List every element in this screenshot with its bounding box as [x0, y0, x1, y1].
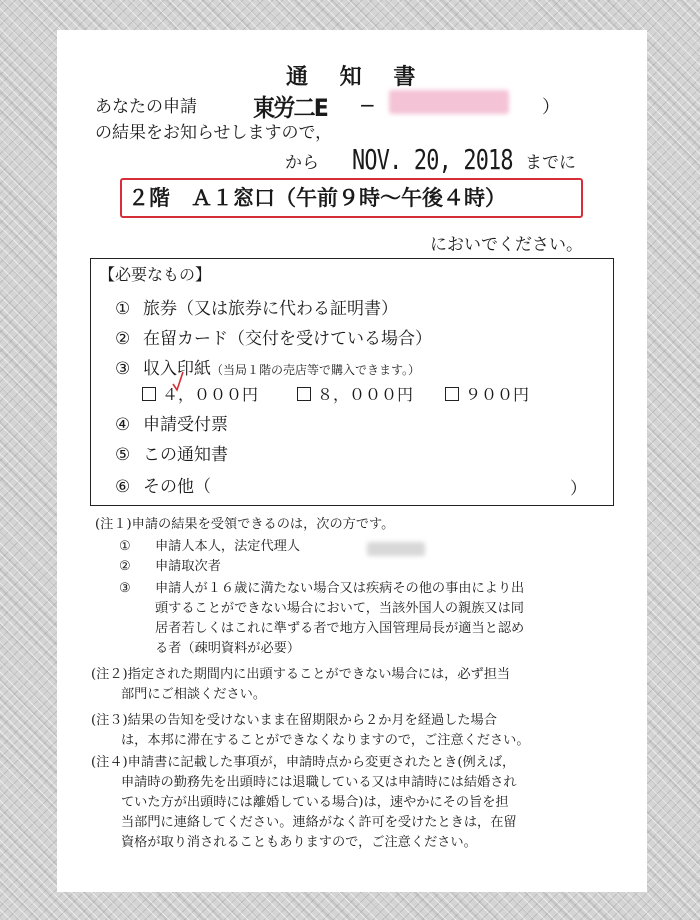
checkbox-icon[interactable]	[142, 387, 156, 401]
application-number-stamp: 東労二E	[253, 94, 327, 122]
note-item-text: 申請人本人，法定代理人	[155, 539, 301, 554]
note-line: 居者若しくはこれに準ずる者で地方入国管理局長が適当と認め	[155, 621, 525, 636]
application-number-dash: −	[359, 93, 376, 117]
fee-option-8000[interactable]	[297, 382, 413, 405]
notification-document	[57, 30, 647, 892]
checkmark-icon	[172, 370, 184, 392]
period-from-label: から	[285, 153, 319, 173]
item-number: ④	[115, 415, 131, 435]
item-text: その他（	[143, 477, 211, 497]
fee-label: ８，０００円	[317, 385, 414, 404]
note-4-line: (注４)申請書に記載した事項が，申請時点から変更されたとき(例えば，	[91, 755, 516, 770]
document-title: 通 知 書	[286, 64, 428, 90]
note-3-line: (注３)結果の告知を受けないまま在留期限から２か月を経過した場合	[91, 713, 497, 728]
note-4-line: 資格が取り消されることもありますので，ご注意ください。	[121, 835, 477, 850]
requirement-item	[115, 410, 228, 435]
requirement-item	[115, 354, 420, 379]
application-line-prefix: あなたの申請	[95, 97, 197, 117]
requirements-heading: 【必要なもの】	[99, 265, 212, 284]
requirement-item	[115, 294, 398, 319]
item-number: ⑥	[115, 477, 131, 497]
application-number-paren-close: ）	[542, 97, 560, 118]
result-notice-line: の結果をお知らせしますので，	[95, 123, 333, 143]
window-location-stamp: ２階 Ａ１窓口（午前９時～午後４時）	[120, 178, 583, 218]
item-number: ③	[115, 359, 131, 379]
fee-label: ９００円	[465, 385, 530, 404]
item-number: ⑤	[115, 445, 131, 465]
fee-option-4000[interactable]	[142, 382, 258, 405]
requirement-item	[115, 324, 432, 349]
fee-label: ４，０００円	[162, 385, 259, 404]
item-text: 旅券（又は旅券に代わる証明書）	[143, 299, 398, 319]
item-text: 在留カード（交付を受けている場合）	[143, 329, 432, 349]
requirement-item	[115, 440, 228, 465]
note-line: 頭することができない場合において，当該外国人の親族又は同	[155, 601, 524, 616]
item-text: 申請受付票	[143, 415, 228, 435]
item-text: この通知書	[143, 445, 228, 465]
note-item-number: ③	[119, 581, 131, 596]
note-item-text: 申請人が１６歳に満たない場合又は疾病その他の事由により出	[155, 581, 525, 596]
note-3-line: は，本邦に滞在することができなくなりますので，ご注意ください。	[121, 733, 530, 748]
redacted-application-number	[389, 90, 509, 114]
please-come-line: においでください。	[430, 235, 583, 255]
requirement-item	[115, 472, 211, 497]
fee-option-900[interactable]	[445, 382, 529, 405]
note-item-number: ②	[119, 559, 131, 574]
note-1-heading: (注１)申請の結果を受領できるのは，次の方です。	[95, 517, 395, 532]
period-until-label: までに	[525, 153, 576, 173]
note-4-line: 申請時の勤務先を出頭時には退職している又は申請時には結婚され	[121, 775, 517, 790]
note-2-line: (注２)指定された期間内に出頭することができない場合には，必ず担当	[91, 667, 511, 682]
checkbox-icon[interactable]	[445, 387, 459, 401]
other-paren-close: ）	[570, 479, 587, 499]
note-1-item	[119, 538, 300, 556]
item-note: （当局１階の売店等で購入できます。）	[211, 363, 421, 377]
item-number: ②	[115, 329, 131, 349]
item-text: 収入印紙	[143, 359, 211, 379]
note-1-item	[119, 580, 524, 598]
deadline-date-stamp: NOV. 20, 2018	[352, 143, 513, 176]
note-line: る者（疎明資料が必要）	[155, 641, 301, 656]
note-item-text: 申請取次者	[155, 559, 221, 574]
note-1-item	[119, 558, 221, 576]
note-item-number: ①	[119, 539, 131, 554]
note-2-line: 部門にご相談ください。	[121, 687, 267, 702]
note-4-line: 当部門に連絡してください。連絡がなく許可を受けたときは，在留	[121, 815, 517, 830]
item-number: ①	[115, 299, 131, 319]
note-4-line: ていた方が出頭時には離婚している場合)は，速やかにその旨を担	[121, 795, 509, 810]
redacted-mark	[367, 542, 425, 556]
checkbox-icon[interactable]	[297, 387, 311, 401]
